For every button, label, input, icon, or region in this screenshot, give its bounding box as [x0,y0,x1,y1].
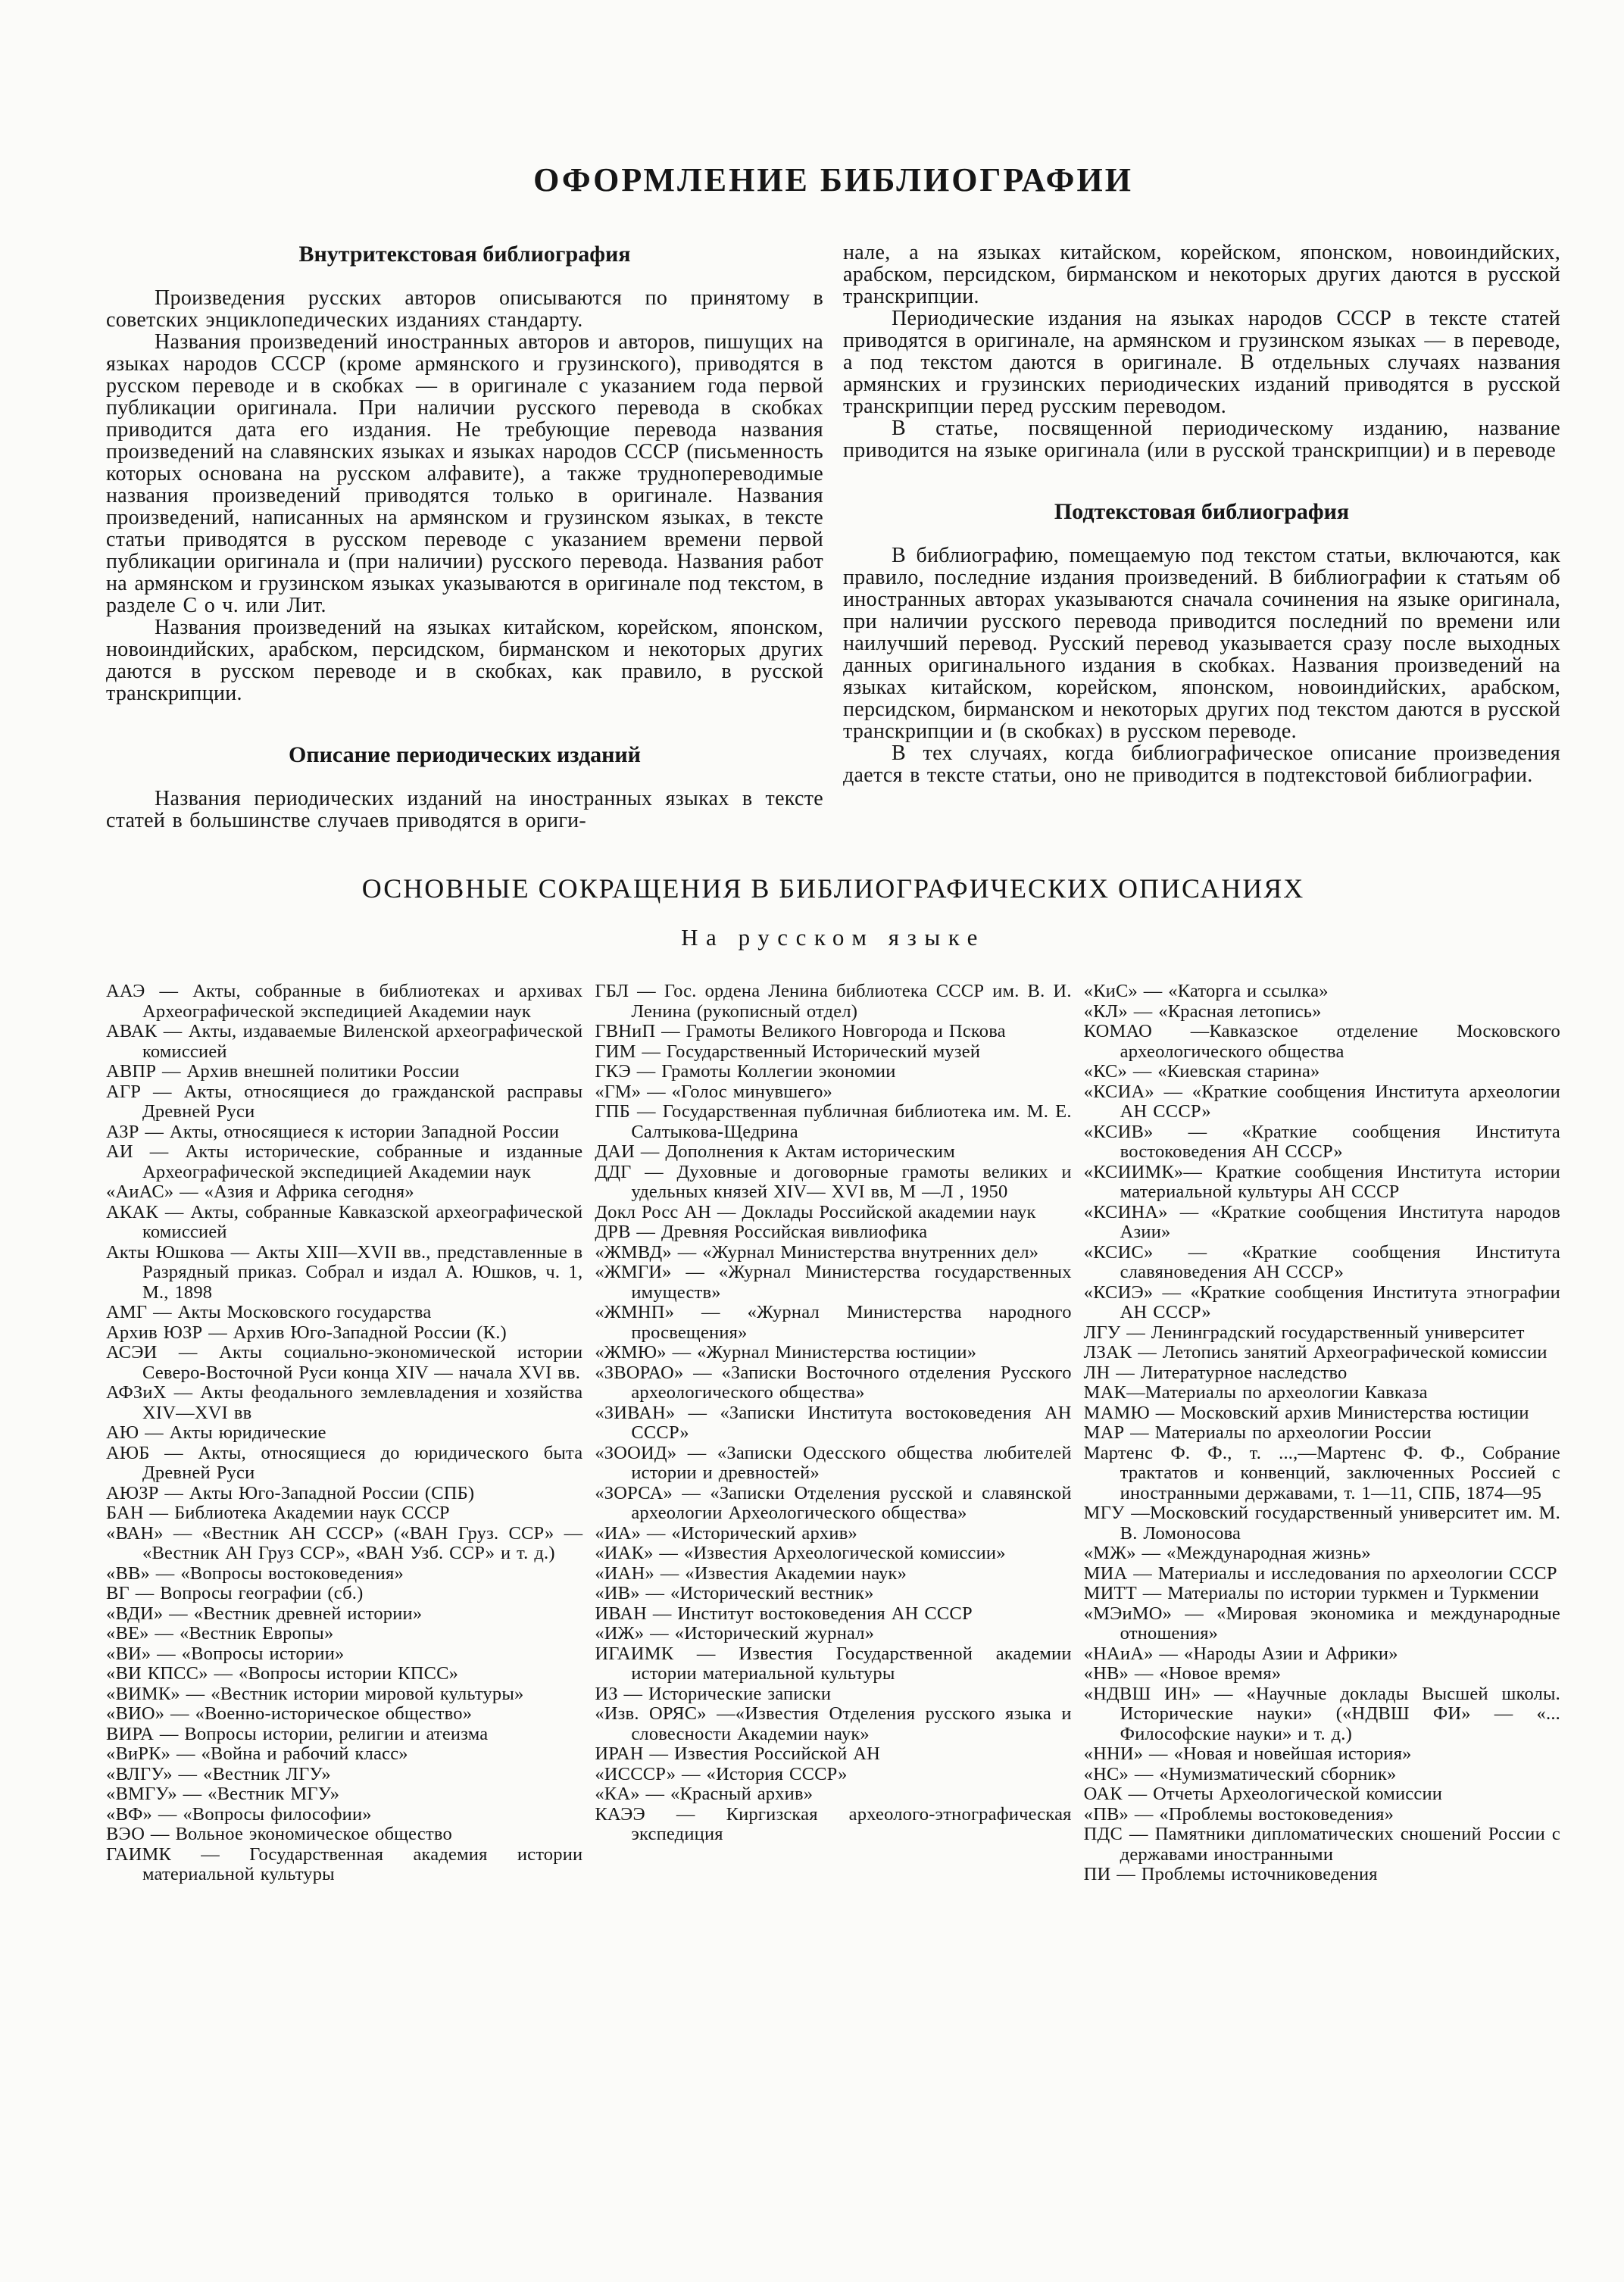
abbreviation-entry: ОАК — Отчеты Археологической комиссии [1083,1784,1443,1804]
intro-section [106,242,1560,832]
abbreviation-entry: Архив ЮЗР — Архив Юго-Западной России (К.) [106,1322,507,1343]
abbreviation-entry: ГАИМК — Государственная академия истории материальной культуры [106,1843,583,1884]
abbreviation-entry: «ЖМНП» — «Журнал Министерства народного просвещения» [595,1302,1072,1343]
abbreviation-entry: ГВНиП — Грамоты Великого Новгорода и Пскова [595,1021,1006,1041]
heading-intratext-bibliography: Внутритекстовая библиография [298,242,631,267]
page-title: ОФОРМЛЕНИЕ БИБЛИОГРАФИИ [533,161,1133,198]
abbreviation-entry: ИЗ — Исторические записки [595,1683,832,1704]
abbreviation-entry: «ЗВОРАО» — «Записки Восточного отделения Русского археологического общества» [595,1362,1072,1403]
abbreviations-columns [106,982,1560,1885]
abbreviation-entry: «МЭиМО» — «Мировая экономика и международные отношения» [1083,1603,1560,1644]
abbreviation-entry: ЛГУ — Ленинградский государственный университет [1083,1322,1525,1343]
abbreviation-entry: МАК—Материалы по археологии Кавказа [1083,1382,1428,1403]
abbreviation-entry: «КСИВ» — «Краткие сообщения Института востоковедения АН СССР» [1083,1121,1560,1162]
abbreviation-entry: «ЗООИД» — «Записки Одесского общества любителей истории и древностей» [595,1442,1072,1483]
abbreviation-entry: «КиС» — «Каторга и ссылка» [1083,981,1329,1001]
abbreviation-entry: «НВ» — «Новое время» [1083,1663,1282,1684]
abbreviation-entry: ЛН — Литературное наследство [1083,1362,1348,1383]
abbreviation-entry: «ЖМГИ» — «Журнал Министерства государственных имуществ» [595,1262,1072,1303]
abbreviations-column-1 [106,982,582,1885]
abbreviation-entry: Акты Юшкова — Акты XIII—XVII вв., представленные в Разрядный приказ. Собрал и издал А. Юшков, ч. 1, М., 1898 [106,1241,583,1303]
abbreviation-entry: АСЭИ — Акты социально-экономической истории Северо-Восточной Руси конца XIV — начала XVI вв. [106,1342,583,1383]
paragraph: нале, а на языках китайском, корейском, японском, новоиндийских, арабском, персидском, бирманском и некоторых других даются в русской транскрипции. [843,241,1560,308]
paragraph: В тех случаях, когда библиографическое описание произведения дается в тексте статьи, оно не приводится в подтекстовой библиографии. [843,741,1560,787]
intro-right-column [843,242,1560,832]
abbreviation-entry: ГБЛ — Гос. ордена Ленина библиотека СССР им. В. И. Ленина (рукописный отдел) [595,981,1072,1022]
abbreviation-entry: АВПР — Архив внешней политики России [106,1061,460,1082]
abbreviation-entry: «ВАН» — «Вестник АН СССР» («ВАН Груз. ССР» — «Вестник АН Груз ССР», «ВАН Узб. ССР» и т. д.) [106,1522,583,1563]
abbreviation-entry: ДАИ — Дополнения к Актам историческим [595,1141,955,1162]
abbreviation-entry: «ВВ» — «Вопросы востоковедения» [106,1562,404,1584]
abbreviation-entry: «КСИИМК»— Краткие сообщения Института истории материальной культуры АН СССР [1083,1161,1560,1202]
abbreviation-entry: «ЖМЮ» — «Журнал Министерства юстиции» [595,1342,977,1363]
paragraph: Названия произведений иностранных авторов и авторов, пишущих на языках народов СССР (кроме армянского и грузинского), приводятся в русском переводе и в скобках — в оригинале с указанием года первой публикации оригинала. При наличии русского перевода в скобках приводится дата его издания. Не требующие перевода названия произведений на славянских языках и языках народов СССР (письменность которых основана на русском алфавите), а также труднопереводимые названия произведений приводятся только в оригинале. Названия произведений, написанных на армянском и грузинском языках, в тексте статьи приводятся в русском переводе с указанием времени первой публикации оригинала и (при наличии) русского перевода. Названия работ на армянском и грузинском языках указываются в оригинале под текстом, в разделе С о ч. или Лит. [106,330,823,617]
abbreviation-entry: ГКЭ — Грамоты Коллегии экономии [595,1061,896,1082]
abbreviation-entry: «ЗОРСА» — «Записки Отделения русской и славянской археологии Археологического общества» [595,1482,1072,1523]
heading-periodicals-description: Описание периодических изданий [289,742,641,767]
abbreviation-entry: «ЗИВАН» — «Записки Института востоковедения АН СССР» [595,1402,1072,1443]
abbreviation-entry: ИРАН — Известия Российской АН [595,1743,881,1764]
abbreviation-entry: «ИАК» — «Известия Археологической комиссии» [595,1543,1006,1563]
paragraph: Произведения русских авторов описываются по принятому в советских энциклопедических изданиях стандарту. [106,286,823,332]
abbreviation-entry: «КС» — «Киевская старина» [1083,1061,1320,1082]
abbreviation-entry: «КСИС» — «Краткие сообщения Института славяноведения АН СССР» [1083,1241,1560,1282]
abbreviation-entry: «КСИНА» — «Краткие сообщения Института народов Азии» [1083,1201,1560,1242]
abbreviation-entry: КОМАО —Кавказское отделение Московского археологического общества [1083,1021,1560,1062]
abbreviation-entry: МАМЮ — Московский архив Министерства юстиции [1083,1402,1529,1423]
abbreviation-entry: МИТТ — Материалы по истории туркмен и Туркмении [1083,1583,1539,1603]
abbreviation-entry: ВГ — Вопросы географии (сб.) [106,1583,364,1603]
abbreviations-subheading-russian: На русском языке [681,924,985,951]
abbreviation-entry: МГУ —Московский государственный университет им. М. В. Ломоносова [1083,1503,1560,1544]
abbreviation-entry: «ИСССР» — «История СССР» [595,1763,848,1784]
abbreviation-entry: «Изв. ОРЯС» —«Известия Отделения русского языка и словесности Академии наук» [595,1703,1072,1744]
abbreviation-entry: «ИА» — «Исторический архив» [595,1522,857,1544]
abbreviation-entry: АЗР — Акты, относящиеся к истории Западной России [106,1121,560,1142]
abbreviation-entry: «ВДИ» — «Вестник древней истории» [106,1603,423,1624]
abbreviation-entry: ЛЗАК — Летопись занятий Археографической комиссии [1083,1342,1547,1363]
abbreviation-entry: «ННИ» — «Новая и новейшая история» [1083,1743,1412,1764]
abbreviation-entry: АГР — Акты, относящиеся до гражданской расправы Древней Руси [106,1081,583,1122]
abbreviation-entry: КАЭЭ — Киргизская археолого-этнографическая экспедиция [595,1803,1072,1844]
intro-left-column [106,242,823,832]
abbreviation-entry: «ГМ» — «Голос минувшего» [595,1081,832,1102]
abbreviation-entry: ИГАИМК — Известия Государственной академии истории материальной культуры [595,1643,1072,1684]
abbreviation-entry: МАР — Материалы по археологии России [1083,1422,1432,1443]
abbreviation-entry: «КСИЭ» — «Краткие сообщения Института этнографии АН СССР» [1083,1281,1560,1322]
abbreviation-entry: АВАК — Акты, издаваемые Виленской археографической комиссией [106,1021,583,1062]
abbreviations-column-2 [595,982,1071,1845]
intro-right-paragraphs-2 [843,545,1560,786]
abbreviation-entry: «НС» — «Нумизматический сборник» [1083,1763,1397,1784]
intro-right-paragraphs [843,242,1560,461]
abbreviation-entry: БАН — Библиотека Академии наук СССР [106,1503,450,1523]
abbreviation-entry: ГИМ — Государственный Исторический музей [595,1041,981,1062]
abbreviation-entry: «ВИМК» — «Вестник истории мировой культуры» [106,1683,524,1704]
abbreviation-entry: Докл Росс АН — Доклады Российской академии наук [595,1201,1036,1222]
abbreviation-entry: АИ — Акты исторические, собранные и изданные Археографической экспедицией Академии наук [106,1141,583,1182]
abbreviation-entry: «ВИО» — «Военно-историческое общество» [106,1703,473,1724]
abbreviation-entry: «НАиА» — «Народы Азии и Африки» [1083,1643,1398,1664]
abbreviation-entry: ПДС — Памятники дипломатических сношений России с державами иностранными [1083,1824,1560,1865]
abbreviations-heading: ОСНОВНЫЕ СОКРАЩЕНИЯ В БИБЛИОГРАФИЧЕСКИХ ОПИСАНИЯХ [361,873,1305,904]
abbreviation-entry: «ВИ КПСС» — «Вопросы истории КПСС» [106,1663,459,1684]
abbreviation-entry: «ВЕ» — «Вестник Европы» [106,1623,334,1644]
abbreviation-entry: «КСИА» — «Краткие сообщения Института археологии АН СССР» [1083,1081,1560,1122]
abbreviation-entry: ВЭО — Вольное экономическое общество [106,1824,452,1844]
abbreviation-entry: АЮ — Акты юридические [106,1422,326,1443]
abbreviation-entry: АКАК — Акты, собранные Кавказской археографической комиссией [106,1201,583,1242]
abbreviation-entry: «КЛ» — «Красная летопись» [1083,1001,1322,1022]
abbreviation-entry: АЮЗР — Акты Юго-Западной России (СПБ) [106,1482,475,1503]
abbreviation-entry: «ИВ» — «Исторический вестник» [595,1583,874,1603]
abbreviation-entry: «МЖ» — «Международная жизнь» [1083,1543,1371,1563]
abbreviation-entry: ДДГ — Духовные и договорные грамоты великих и удельных князей XIV— XVI вв, М —Л , 1950 [595,1161,1072,1202]
abbreviations-column-3 [1084,982,1560,1885]
abbreviation-entry: «ИАН» — «Известия Академии наук» [595,1562,907,1584]
abbreviations-section [106,873,1560,1885]
abbreviation-entry: МИА — Материалы и исследования по археологии СССР [1083,1562,1557,1584]
abbreviation-entry: ААЭ — Акты, собранные в библиотеках и архивах Археографической экспедицией Академии наук [106,981,583,1022]
abbreviation-entry: АФЗиХ — Акты феодального землевладения и хозяйства XIV—XVI вв [106,1382,583,1423]
abbreviation-entry: «АиАС» — «Азия и Африка сегодня» [106,1182,414,1202]
paragraph: В статье, посвященной периодическому изданию, название приводится на языке оригинала (или в русской транскрипции) и в переводе [843,417,1560,462]
intro-left-paragraphs-2 [106,788,823,832]
abbreviation-entry: Мартенс Ф. Ф., т. ...,—Мартенс Ф. Ф., Собрание трактатов и конвенций, заключенных Россией с иностранными державами, т. 1—11, СПБ, 1874—95 [1083,1442,1560,1503]
abbreviation-entry: ИВАН — Институт востоковедения АН СССР [595,1603,973,1624]
abbreviation-entry: ДРВ — Древняя Российская вивлиофика [595,1222,928,1242]
abbreviation-entry: «ПВ» — «Проблемы востоковедения» [1083,1803,1394,1825]
abbreviation-entry: «КА» — «Красный архив» [595,1784,814,1804]
paragraph: Названия периодических изданий на иностранных языках в тексте статей в большинстве случаев приводятся в ориги- [106,787,823,832]
abbreviation-entry: АМГ — Акты Московского государства [106,1302,432,1322]
intro-left-paragraphs [106,287,823,704]
abbreviation-entry: «ВИ» — «Вопросы истории» [106,1643,345,1664]
paragraph: В библиографию, помещаемую под текстом статьи, включаются, как правило, последние издания произведений. В библиографии к статьям об иностранных авторах указываются сначала сочинения на языке оригинала, при наличии русского перевода приводится последний по времени или наилучший перевод. Русский перевод указывается сразу после выходных данных оригинального издания в скобках. Названия произведений на языках китайском, корейском, японском, новоиндийских, арабском, персидском, бирманском и некоторых других под текстом даются в русской транскрипции и (в скобках) в русском переводе. [843,544,1560,743]
abbreviation-entry: «ВиРК» — «Война и рабочий класс» [106,1743,408,1764]
paragraph: Названия произведений на языках китайском, корейском, японском, новоиндийских, арабском, персидском, бирманском и некоторых других даются в русском переводе и в скобках, как правило, в русской транскрипции. [106,616,823,705]
abbreviation-entry: АЮБ — Акты, относящиеся до юридического быта Древней Руси [106,1442,583,1483]
heading-subtext-bibliography: Подтекстовая библиография [1054,499,1350,524]
abbreviation-entry: «ВФ» — «Вопросы философии» [106,1803,372,1825]
abbreviation-entry: «ЖМВД» — «Журнал Министерства внутренних дел» [595,1241,1039,1263]
abbreviation-entry: «ВМГУ» — «Вестник МГУ» [106,1784,340,1804]
abbreviation-entry: «ВЛГУ» — «Вестник ЛГУ» [106,1763,331,1784]
abbreviation-entry: ГПБ — Государственная публичная библиотека им. М. Е. Салтыкова-Щедрина [595,1101,1072,1142]
abbreviation-entry: ПИ — Проблемы источниковедения [1083,1864,1378,1884]
abbreviation-entry: «ИЖ» — «Исторический журнал» [595,1623,875,1644]
abbreviation-entry: ВИРА — Вопросы истории, религии и атеизма [106,1723,489,1744]
abbreviation-entry: «НДВШ ИН» — «Научные доклады Высшей школы. Исторические науки» («НДВШ ФИ» — «... Философские науки» и т. д.) [1083,1683,1560,1744]
paragraph: Периодические издания на языках народов СССР в тексте статей приводятся в оригинале, на армянском и грузинском языках — в переводе, а под текстом даются в оригинале. В отдельных случаях названия армянских и грузинских периодических изданий приводятся в русской транскрипции перед русским переводом. [843,307,1560,418]
